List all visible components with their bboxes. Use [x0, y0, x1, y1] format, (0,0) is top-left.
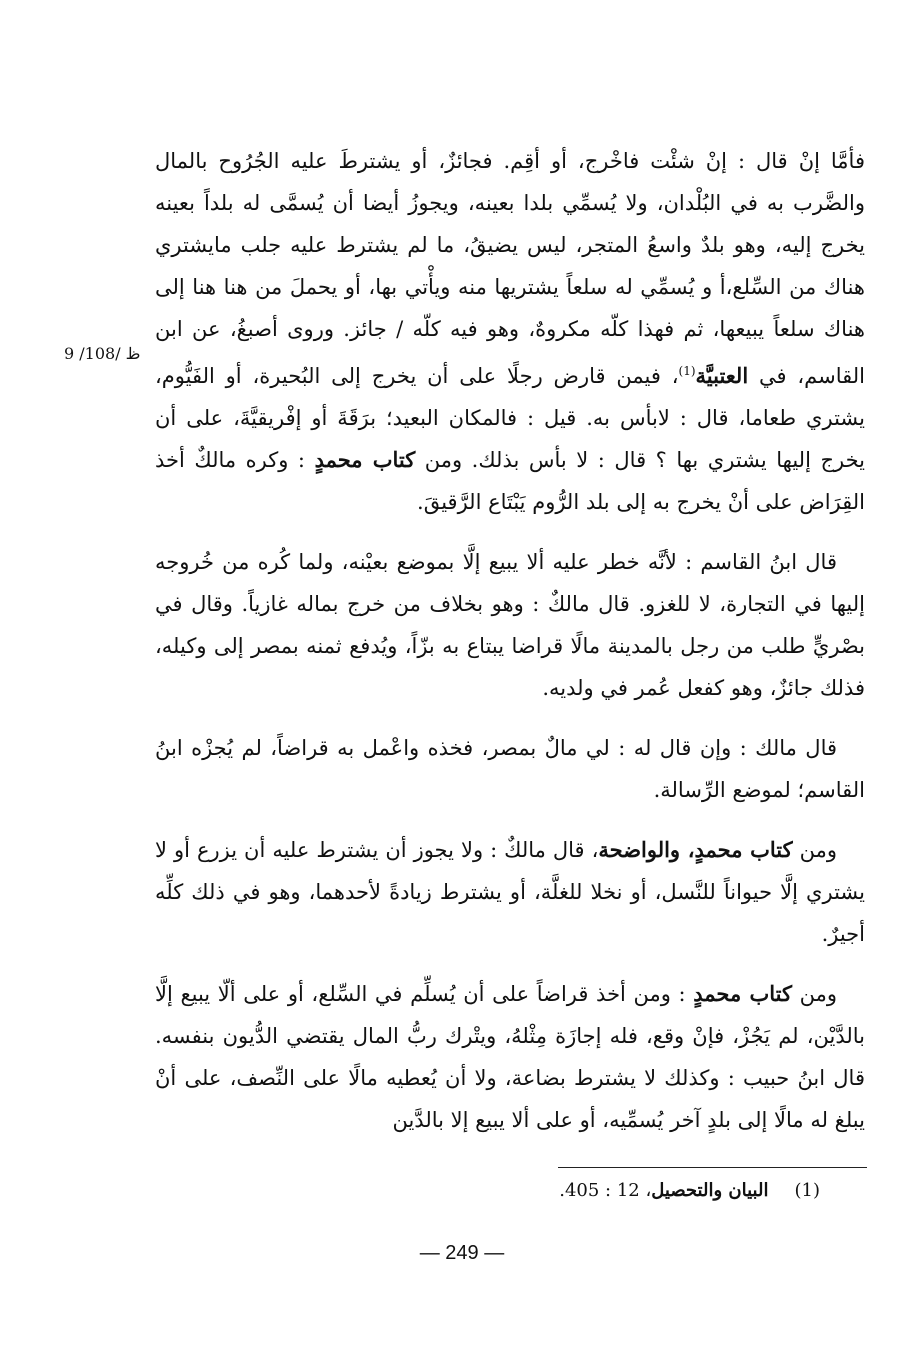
p1-text-1: فأمَّا إنْ قال : إنْ شئْت فاخْرج، أو أقِم. فجائزٌ، أو يشترطَ عليه الجُرُوح بالمال والضَّرب به في البُلْدان، ولا يُسمِّي بلدا بعينه، ويجوزُ أيضا أن يُسمَّى له بلداً بعينه يخرج إليه، وهو بلدٌ واسعُ المتجر، ليس يضيقُ، ما لم يشترط عليه جلب مايشتري هناك من السِّلع،أ و يُسمِّي له سلعاً يشتريها منه ويأْتي بها، أو يحملَ من هنا هنا إلى هناك سلعاً يبيعها، ثم فهذا كلّه مكروهٌ، وهو فيه كلّه / جائز. وروى أصبغُ، عن ابن القاسم، في: [155, 149, 865, 388]
footnote: [559, 1180, 820, 1201]
paragraph-1: [155, 140, 865, 523]
p5-bold-kitab-muhammad: كتاب محمدٍ: [693, 981, 792, 1006]
p1-bold-utbiyya: العتبيَّة: [695, 363, 749, 388]
margin-folio-note: 9 /108/ ظ: [64, 344, 141, 363]
p1-bold-kitab-muhammad: كتاب محمدٍ: [314, 447, 416, 472]
page-number: — 249 —: [419, 1242, 505, 1264]
paragraph-5: [155, 973, 865, 1141]
p1-text-3: : وكره مالكٌ أخذ القِرَاض على أنْ يخرج به إلى بلد الرُّوم يَبْتَاع الرَّقيقَ.: [155, 448, 865, 514]
p1-text-2: ، فيمن قارض رجلًا على أن يخرج إلى البُحيرة، أو الفَيُّوم، يشتري طعاما، قال : لابأس به. قيل : فالمكان البعيد؛ برَقَةَ أو إفْريقيَّةَ، على أن يخرج إليها يشتري بها ؟ قال : لا بأس بذلك. ومن: [155, 364, 866, 472]
p5-text-1: ومن: [791, 982, 837, 1006]
footnote-source: البيان والتحصيل: [651, 1180, 769, 1201]
paragraph-2: قال ابنُ القاسم : لأنَّه خطر عليه ألا يبيع إلَّا بموضع بعيْنه، ولما كُره من خُروجه إليها في التجارة، لا للغزو. قال مالكٌ : وهو بخلاف من خرج بماله غازياً. وقال في بصْريٍّ طلب من رجل بالمدينة مالًا قراضا يبتاع به بزّاً، ويُدفع ثمنه بمصر إلى وكيله، فذلك جائزٌ، وهو كفعل عُمر في ولديه.: [155, 550, 865, 700]
footnote-divider: [558, 1167, 867, 1168]
p5-text-2: : ومن أخذ قراضاً على أن يُسلِّم في السِّلع، أو على ألّا يبيع إلَّا بالدَّيْن، لم يَجُزْ، فإنْ وقع، فله إجازَة مِثْلهُ، ويتْرك ربُّ المال يقتضي الدُّيون بنفسه. قال ابنُ حبيب : وكذلك لا يشترط بضاعة، ولا أن يُعطيه مالًا على النِّصف، على أنْ يبلغ له مالًا إلى بلدٍ آخر يُسمِّيه، أو على ألا يبيع إلا بالدَّين: [155, 982, 865, 1132]
paragraph-4: [155, 829, 865, 955]
main-text: [155, 140, 865, 1141]
p4-text-2: ، قال مالكٌ : ولا يجوز أن يشترط عليه أن يزرع أو لا يشتري إلَّا حيواناً للنَّسل، أو نخلا للغلَّة، أو يشترط زيادةً لأحدهما، وهو في ذلك كلِّه أجيرٌ.: [155, 838, 865, 946]
p4-text-1: ومن: [792, 838, 837, 862]
footnote-number: (1): [794, 1180, 820, 1201]
footnote-reference[interactable]: (1): [678, 364, 696, 378]
footnote-reference-text: ، 12 : 405.: [559, 1180, 652, 1201]
p4-bold-sources: كتاب محمدٍ، والواضحة: [598, 837, 793, 862]
paragraph-3: قال مالك : وإن قال له : لي مالٌ بمصر، فخذه واعْمل به قراضاً، لم يُجزْه ابنُ القاسم؛ لموضع الرِّسالة.: [155, 736, 865, 802]
